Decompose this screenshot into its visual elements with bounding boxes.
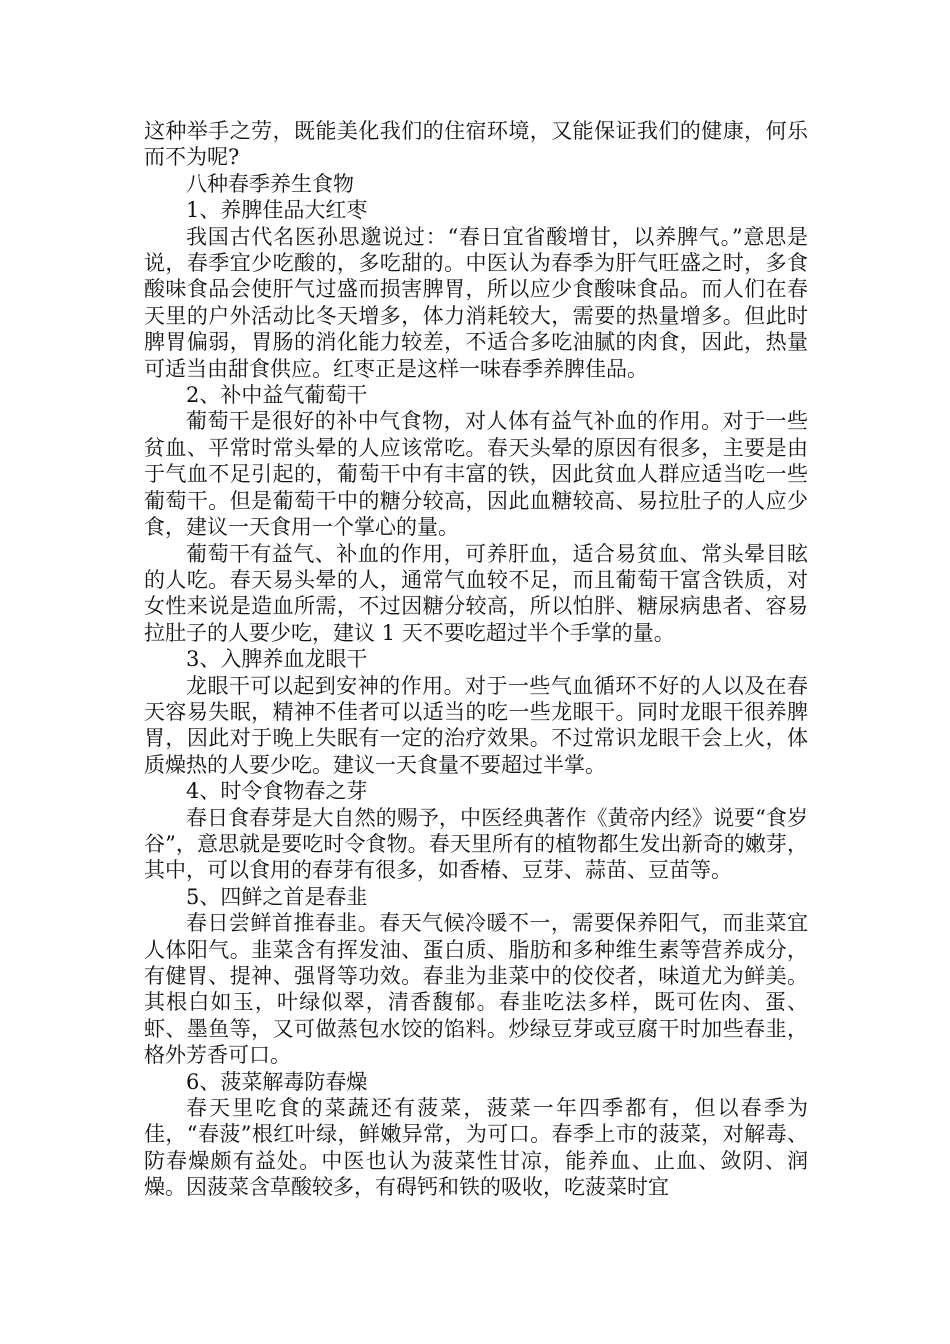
document-body — [144, 118, 808, 1201]
item-heading-2: 2、补中益气葡萄干 — [186, 383, 368, 408]
item-body-4: 春日食春芽是大自然的赐予，中医经典著作《黄帝内经》说要“食岁谷”，意思就是要吃时令食物。春天里所有的植物都生发出新奇的嫩芽，其中，可以食用的春芽有很多，如香椿、豆芽、蒜苗、豆苗等。 — [144, 805, 808, 883]
item-heading-6: 6、菠菜解毒防春燥 — [186, 1069, 368, 1094]
item-body-2b: 葡萄干有益气、补血的作用，可养肝血，适合易贫血、常头晕目眩的人吃。春天易头晕的人，通常气血较不足，而且葡萄干富含铁质，对女性来说是造血所需，不过因糖分较高，所以怕胖、糖尿病患者、容易拉肚子的人要少吃，建议 1 天不要吃超过半个手掌的量。 — [144, 541, 808, 645]
item-body-6: 春天里吃食的菜蔬还有菠菜，菠菜一年四季都有，但以春季为佳，“春菠”根红叶绿，鲜嫩异常，为可口。春季上市的菠菜，对解毒、防春燥颇有益处。中医也认为菠菜性甘凉，能养血、止血、敛阴、润燥。因菠菜含草酸较多，有碍钙和铁的吸收，吃菠菜时宜 — [144, 1096, 808, 1200]
item-body-3: 龙眼干可以起到安神的作用。对于一些气血循环不好的人以及在春天容易失眠，精神不佳者可以适当的吃一些龙眼干。同时龙眼干很养脾胃，因此对于晚上失眠有一定的治疗效果。不过常识龙眼干会上火，体质燥热的人要少吃。建议一天食量不要超过半掌。 — [144, 673, 808, 777]
item-heading-3: 3、入脾养血龙眼干 — [186, 647, 368, 672]
item-heading-1: 1、养脾佳品大红枣 — [186, 198, 368, 223]
item-heading-4: 4、时令食物春之芽 — [186, 779, 368, 804]
item-body-2a: 葡萄干是很好的补中气食物，对人体有益气补血的作用。对于一些贫血、平常时常头晕的人应该常吃。春天头晕的原因有很多，主要是由于气血不足引起的，葡萄干中有丰富的铁，因此贫血人群应适当吃一些葡萄干。但是葡萄干中的糖分较高，因此血糖较高、易拉肚子的人应少食，建议一天食用一个掌心的量。 — [144, 409, 808, 540]
paragraph-continued: 这种举手之劳，既能美化我们的住宿环境，又能保证我们的健康，何乐而不为呢? — [144, 119, 808, 170]
item-body-1: 我国古代名医孙思邈说过：“春日宜省酸增甘，以养脾气。”意思是说，春季宜少吃酸的，多吃甜的。中医认为春季为肝气旺盛之时，多食酸味食品会使肝气过盛而损害脾胃，所以应少食酸味食品。而人们在春天里的户外活动比冬天增多，体力消耗较大，需要的热量增多。但此时脾胃偏弱，胃肠的消化能力较差，不适合多吃油腻的肉食，因此，热量可适当由甜食供应。红枣正是这样一味春季养脾佳品。 — [144, 224, 808, 381]
item-heading-5: 5、四鲜之首是春韭 — [186, 884, 368, 909]
section-title: 八种春季养生食物 — [186, 171, 354, 196]
item-body-5: 春日尝鲜首推春韭。春天气候冷暖不一，需要保养阳气，而韭菜宜人体阳气。韭菜含有挥发油、蛋白质、脂肪和多种维生素等营养成分，有健胃、提神、强肾等功效。春韭为韭菜中的佼佼者，味道尤为鲜美。其根白如玉，叶绿似翠，清香馥郁。春韭吃法多样，既可佐肉、蛋、虾、墨鱼等，又可做蒸包水饺的馅料。炒绿豆芽或豆腐干时加些春韭，格外芳香可口。 — [144, 911, 808, 1068]
